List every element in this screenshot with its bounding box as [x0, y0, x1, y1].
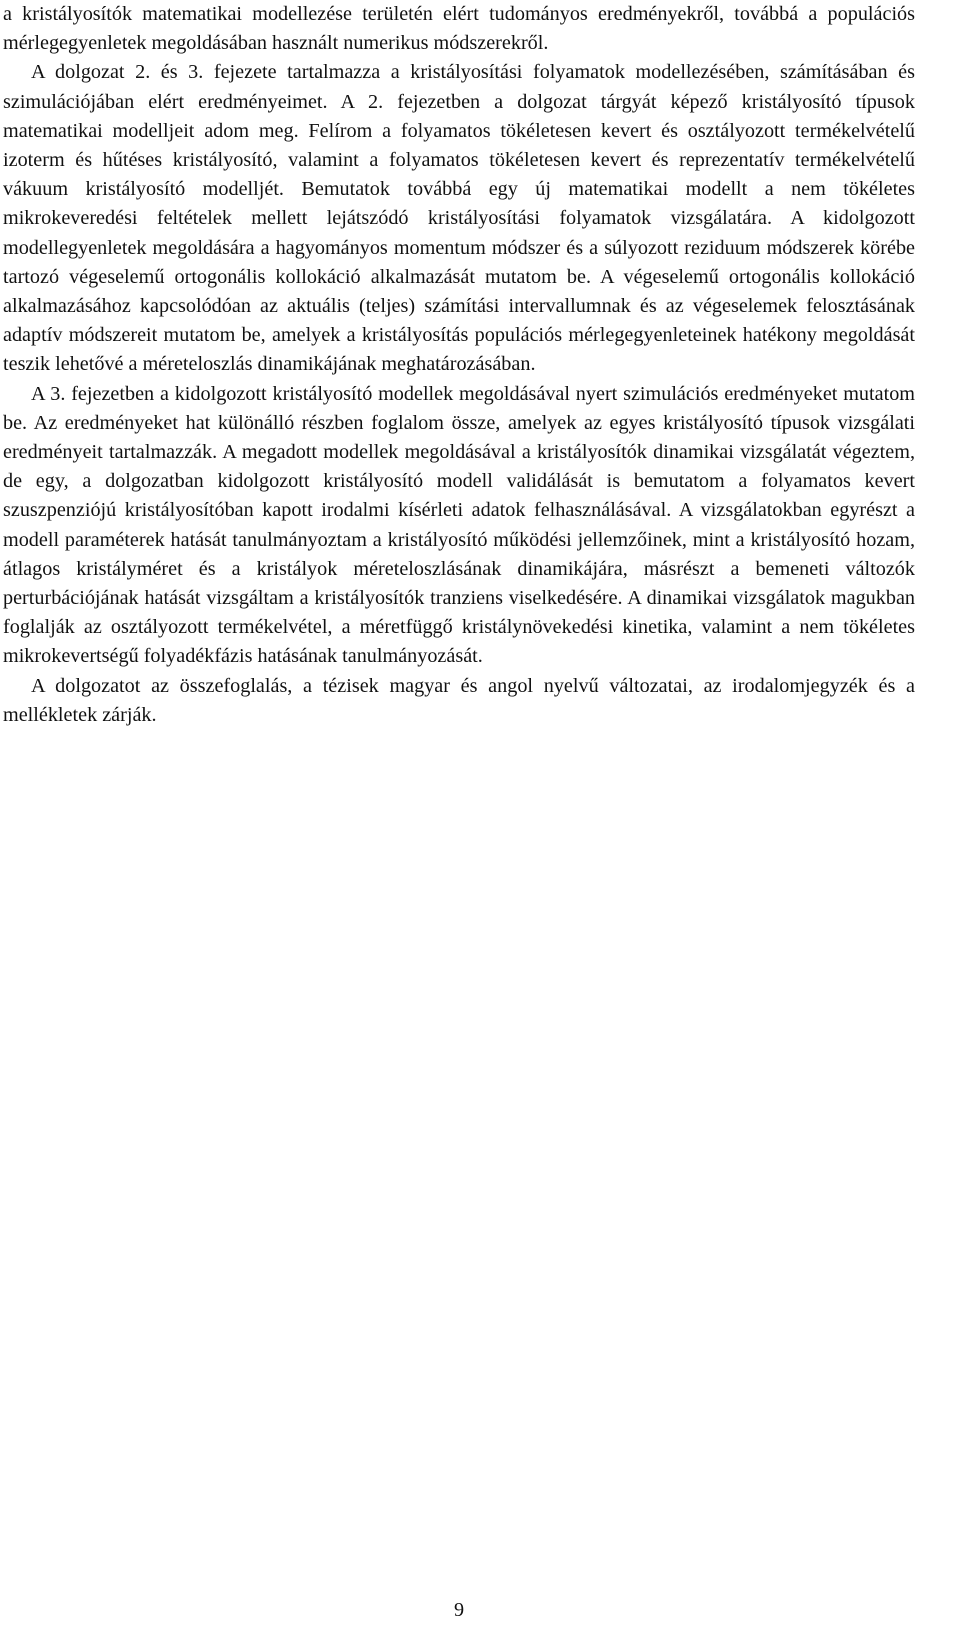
paragraph-chapter-3: A 3. fejezetben a kidolgozott kristályosító modellek megoldásával nyert szimulációs eredményeket mutatom be. Az eredményeket hat különálló részben foglalom össze, amelyek az egyes kristályosító típusok vizsgálati eredményeit tartalmazzák. A megadott modellek megoldásával a kristályosítók dinamikai vizsgálatát végeztem, de egy, a dolgozatban kidolgozott kristályosító modell validálását is bemutatom a folyamatos kevert szuszpenziójú kristályosítóban kapott irodalmi kísérleti adatok felhasználásával. A vizsgálatokban egyrészt a modell paraméterek hatását tanulmányoztam a kristályosító működési jellemzőinek, mint a kristályosító hozam, átlagos kristályméret és a kristályok méreteloszlásának dinamikájára, másrészt a bemeneti változók perturbációjának hatását vizsgáltam a kristályosítók tranziens viselkedésére. A dinamikai vizsgálatok magukban foglalják az osztályozott termékelvétel, a méretfüggő kristálynövekedési kinetika, valamint a nem tökéletes mikrokevertségű folyadékfázis hatásának tanulmányozását.: [3, 382, 915, 668]
paragraph-closing: A dolgozatot az összefoglalás, a tézisek magyar és angol nyelvű változatai, az irodalomjegyzék és a mellékletek zárják.: [3, 674, 915, 726]
page-number: 9: [453, 1599, 465, 1621]
paragraph-continued: a kristályosítók matematikai modellezése területén elért tudományos eredményekről, továbbá a populációs mérlegegyenletek megoldásában használt numerikus módszerekről.: [3, 3, 915, 55]
document-body: [3, 0, 915, 730]
paragraph-chapters-overview: A dolgozat 2. és 3. fejezete tartalmazza a kristályosítási folyamatok modellezésében, számításában és szimulációjában elért eredményeimet. A 2. fejezetben a dolgozat tárgyát képező kristályosító típusok matematikai modelljeit adom meg. Felírom a folyamatos tökéletesen kevert és osztályozott termékelvételű izoterm és hűtéses kristályosító, valamint a folyamatos tökéletesen kevert és reprezentatív termékelvételű vákuum kristályosító modelljét. Bemutatok továbbá egy új matematikai modellt a nem tökéletes mikrokeveredési feltételek mellett lejátszódó kristályosítási folyamatok vizsgálatára. A kidolgozott modellegyenletek megoldására a hagyományos momentum módszer és a súlyozott reziduum módszerek körébe tartozó végeselemű ortogonális kollokáció alkalmazását mutatom be. A végeselemű ortogonális kollokáció alkalmazásához kapcsolódóan az aktuális (teljes) számítási intervallumnak és az végeselemek felosztásának adaptív módszereit mutatom be, amelyek a kristályosítás populációs mérlegegyenleteinek hatékony megoldását teszik lehetővé a méreteloszlás dinamikájának meghatározásában.: [3, 61, 915, 376]
